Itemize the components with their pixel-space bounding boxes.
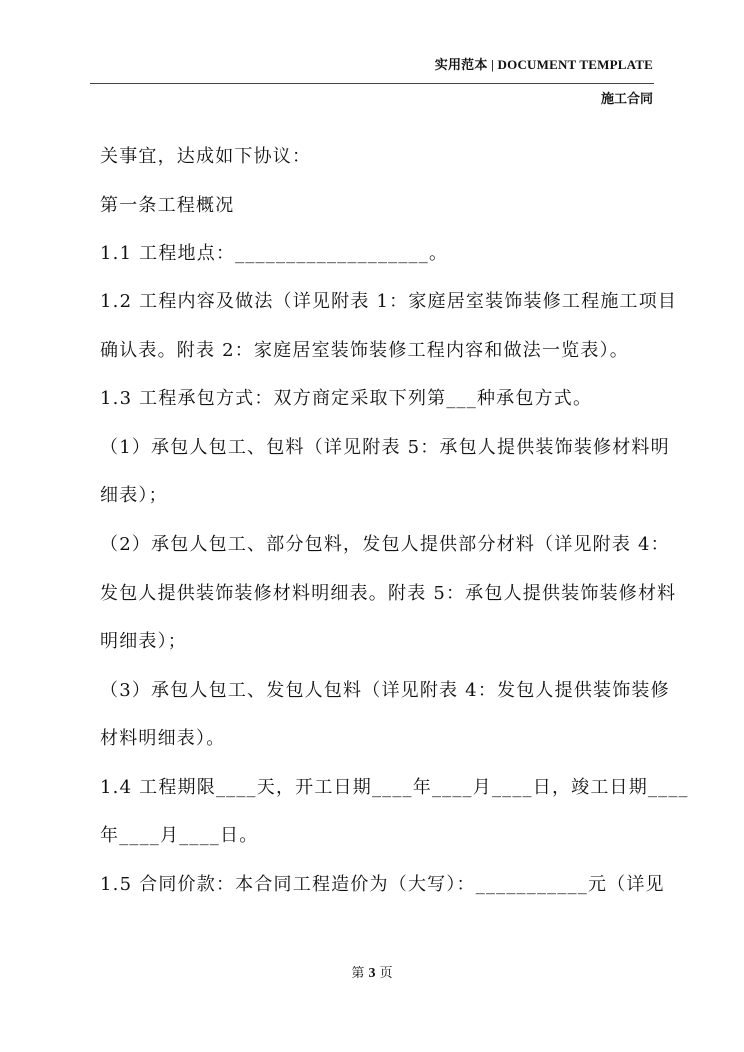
body-line: （2）承包人包工、部分包料，发包人提供部分材料（详见附表 4： bbox=[100, 534, 670, 555]
body-line: （1）承包人包工、包料（详见附表 5：承包人提供装饰装修材料明 bbox=[100, 437, 670, 458]
page-number-prefix: 第 bbox=[351, 966, 365, 981]
page-number-suffix: 页 bbox=[379, 966, 393, 981]
body-line: 明细表）； bbox=[100, 631, 187, 652]
header-divider bbox=[90, 83, 654, 84]
page-number: 3 bbox=[368, 966, 376, 981]
document-header-subtitle: 施工合同 bbox=[600, 92, 653, 107]
body-line: 年____月____日。 bbox=[100, 825, 259, 846]
body-line: 1.1 工程地点：___________________。 bbox=[100, 243, 449, 264]
body-line: 材料明细表）。 bbox=[100, 728, 226, 749]
body-line: 发包人提供装饰装修材料明细表。附表 5：承包人提供装饰装修材料 bbox=[100, 583, 677, 604]
body-line: 1.4 工程期限____天，开工日期____年____月____日，竣工日期____ bbox=[100, 777, 689, 798]
section-heading: 第一条工程概况 bbox=[100, 195, 235, 216]
body-line: 1.2 工程内容及做法（详见附表 1：家庭居室装饰装修工程施工项目 bbox=[100, 291, 678, 312]
body-line: 细表）； bbox=[100, 485, 168, 506]
body-line: 确认表。附表 2：家庭居室装饰装修工程内容和做法一览表）。 bbox=[100, 340, 629, 361]
body-line: 1.3 工程承包方式：双方商定采取下列第___种承包方式。 bbox=[100, 388, 593, 409]
page-footer bbox=[0, 962, 744, 982]
body-line: 1.5 合同价款：本合同工程造价为（大写）：___________元（详见 bbox=[100, 874, 665, 895]
document-header-brand: 实用范本 | DOCUMENT TEMPLATE bbox=[434, 57, 653, 72]
body-line: （3）承包人包工、发包人包料（详见附表 4：发包人提供装饰装修 bbox=[100, 680, 670, 701]
body-line: 关事宜，达成如下协议： bbox=[100, 146, 312, 167]
